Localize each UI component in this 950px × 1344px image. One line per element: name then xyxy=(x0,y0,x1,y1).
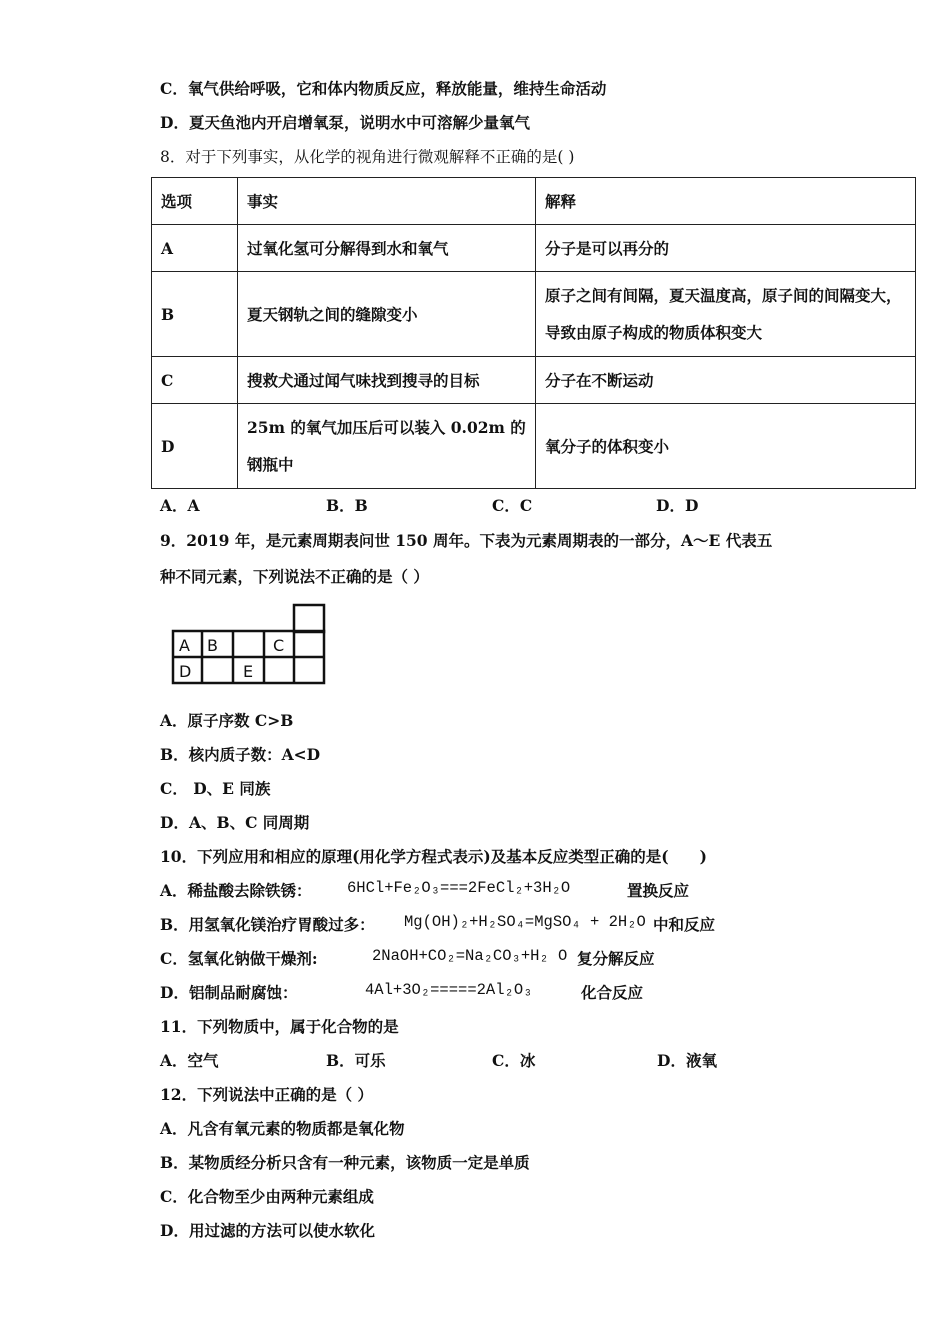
q11-stem: 11．下列物质中，属于化合物的是 xyxy=(160,1017,399,1036)
q9-option-d: D．A、B、C 同周期 xyxy=(160,813,310,832)
header-cell: 选项 xyxy=(152,178,238,225)
q11-option-d: D．液氧 xyxy=(657,1051,717,1070)
cell-d-label: D xyxy=(179,662,192,681)
q11-option-c: C．冰 xyxy=(492,1051,536,1070)
q12-option-c: C．化合物至少由两种元素组成 xyxy=(160,1187,374,1206)
q9-option-c: C． D、E 同族 xyxy=(160,779,271,798)
q10-option-b-type: 中和反应 xyxy=(653,915,716,934)
header-cell: 事实 xyxy=(238,178,536,225)
q10-option-c-type: 复分解反应 xyxy=(577,949,655,968)
q8-answer-c: C．C xyxy=(492,496,533,515)
q10-option-a-equation: 6HCl+Fe₂O₃===2FeCl₂+3H₂O xyxy=(347,879,571,897)
cell-b-label: B xyxy=(207,636,218,655)
table-row xyxy=(152,357,916,404)
q8-table xyxy=(151,177,916,489)
q8-answer-b: B．B xyxy=(326,496,368,515)
table-row xyxy=(152,272,916,357)
q10-option-d-label: D．铝制品耐腐蚀： xyxy=(160,983,298,1002)
q11-option-b: B．可乐 xyxy=(326,1051,386,1070)
q10-option-d-equation: 4Al+3O₂=====2Al₂O₃ xyxy=(365,981,533,999)
q11-option-a: A．空气 xyxy=(160,1051,219,1070)
row-option: D xyxy=(152,404,238,489)
q10-option-b-label: B．用氢氧化镁治疗胃酸过多： xyxy=(160,915,375,934)
q9-option-a: A．原子序数 C>B xyxy=(160,711,294,730)
cell-a-label: A xyxy=(179,636,190,655)
cell-c-label: C xyxy=(273,636,285,655)
q10-option-c-equation: 2NaOH+CO₂=Na₂CO₃+H₂ O xyxy=(372,947,568,965)
q10-stem: 10．下列应用和相应的原理(用化学方程式表示)及基本反应类型正确的是( ) xyxy=(160,847,707,866)
q9-option-b: B．核内质子数：A<D xyxy=(160,745,321,764)
q12-stem: 12．下列说法中正确的是（ ） xyxy=(160,1085,373,1104)
row-explain: 分子是可以再分的 xyxy=(536,225,916,272)
periodic-table-fragment xyxy=(170,603,330,687)
row-explain: 氧分子的体积变小 xyxy=(536,404,916,489)
row-option: C xyxy=(152,357,238,404)
table-row xyxy=(152,404,916,489)
table-row xyxy=(152,225,916,272)
q10-option-a-type: 置换反应 xyxy=(627,881,690,900)
row-explain: 分子在不断运动 xyxy=(536,357,916,404)
row-fact: 搜救犬通过闻气味找到搜寻的目标 xyxy=(238,357,536,404)
q12-option-b: B．某物质经分析只含有一种元素，该物质一定是单质 xyxy=(160,1153,530,1172)
cell-e-label: E xyxy=(243,662,254,681)
q9-stem-line2: 种不同元素，下列说法不正确的是（ ） xyxy=(160,567,429,586)
table-header-row xyxy=(152,178,916,225)
row-fact: 夏天钢轨之间的缝隙变小 xyxy=(238,272,536,357)
q12-option-d: D．用过滤的方法可以使水软化 xyxy=(160,1221,375,1240)
q12-option-a: A．凡含有氧元素的物质都是氧化物 xyxy=(160,1119,405,1138)
q8-answer-a: A．A xyxy=(160,496,200,515)
q10-option-a-label: A．稀盐酸去除铁锈： xyxy=(160,881,312,900)
row-option: A xyxy=(152,225,238,272)
header-cell: 解释 xyxy=(536,178,916,225)
q8-stem: 8．对于下列事实，从化学的视角进行微观解释不正确的是( ) xyxy=(160,148,575,166)
q10-option-c-label: C．氢氧化钠做干燥剂: xyxy=(160,949,318,968)
q10-option-b-equation: Mg(OH)₂+H₂SO₄=MgSO₄ + 2H₂O xyxy=(404,913,646,931)
q7-option-c: C．氧气供给呼吸，它和体内物质反应，释放能量，维持生命活动 xyxy=(160,79,607,98)
q8-answer-d: D．D xyxy=(656,496,699,515)
q10-option-d-type: 化合反应 xyxy=(581,983,644,1002)
row-explain: 原子之间有间隔，夏天温度高，原子间的间隔变大，导致由原子构成的物质体积变大 xyxy=(536,272,916,357)
row-fact: 过氧化氢可分解得到水和氧气 xyxy=(238,225,536,272)
q7-option-d: D．夏天鱼池内开启增氧泵，说明水中可溶解少量氧气 xyxy=(160,113,530,132)
q9-stem-line1: 9．2019 年，是元素周期表问世 150 周年。下表为元素周期表的一部分，A～E 代表五 xyxy=(160,531,773,550)
row-fact: 25m 的氧气加压后可以装入 0.02m 的钢瓶中 xyxy=(238,404,536,489)
row-option: B xyxy=(152,272,238,357)
